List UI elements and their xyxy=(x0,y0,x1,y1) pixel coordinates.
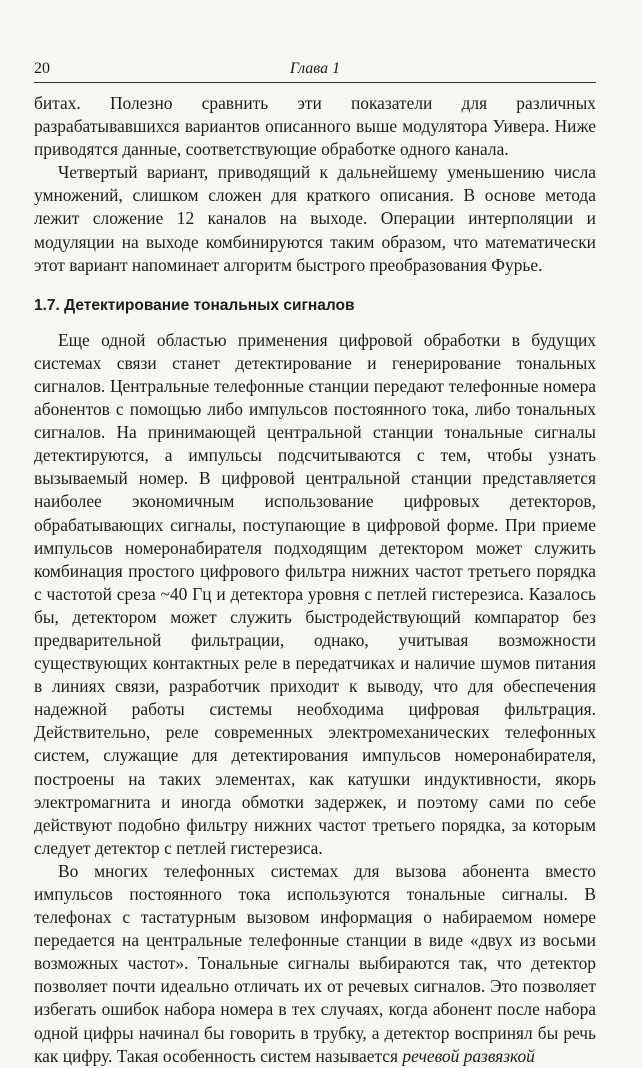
running-head: Глава 1 xyxy=(289,60,341,77)
section-paragraph-2 xyxy=(34,860,596,1068)
section-paragraph-2-emphasis: речевой развязкой xyxy=(402,1045,535,1066)
page-number: 20 xyxy=(34,60,50,77)
section-paragraph-1: Еще одной областью применения цифровой обработки в будущих системах связи станет детектирование и генерирование тональных сигналов. Центральные телефонные станции передают телефонные номера абонентов с помощью либо импульсов постоянного тока, либо тональных сигналов. На принимающей центральной станции тональные сигналы детектируются, а импульсы подсчитываются с тем, чтобы узнать вызываемый номер. В цифровой центральной станции представляется наиболее экономичным использование цифровых детекторов, обрабатывающих сигналы, поступающие в цифровой форме. При приеме импульсов номеронабирателя подходящим детектором может служить комбинация простого цифрового фильтра нижних частот третьего порядка с частотой среза ~40 Гц и детектора уровня с петлей гистерезиса. Казалось бы, детектором может служить быстродействующий компаратор без предварительной фильтрации, однако, учитывая возможности существующих контактных реле в передатчиках и наличие шумов питания в линиях связи, разработчик приходит к выводу, что для обеспечения надежной работы системы необходима цифровая фильтрация. Действительно, реле современных электромеханических телефонных систем, служащие для детектирования импульсов номеронабирателя, построены на таких элементах, как катушки индуктивности, якорь электромагнита и иногда обмотки задержек, и поэтому сами по себе действуют подобно фильтру нижних частот третьего порядка, за которым следует детектор с петлей гистерезиса. xyxy=(34,329,596,858)
page-body xyxy=(34,92,596,1068)
section-paragraph-2-text: Во многих телефонных системах для вызова абонента вместо импульсов постоянного тока используются тональные сигналы. В телефонах с тастатурным вызовом информация о набираемом номере передается на центральные телефонные станции в виде «двух из восьми возможных частот». Тональные сигналы выбираются так, что детектор позволяет почти идеально отличать их от речевых сигналов. Это позволяет избегать ошибок набора номера в тех случаях, когда абонент после набора одной цифры начинал бы говорить в трубку, а детектор воспринял бы речь как цифру. Такая особенность систем называется xyxy=(34,860,596,1066)
intro-paragraph-1: битах. Полезно сравнить эти показатели для различных разрабатывавшихся вариантов описанного выше модулятора Уивера. Ниже приводятся данные, соответствующие обработке одного канала. xyxy=(34,93,596,160)
intro-paragraph-2: Четвертый вариант, приводящий к дальнейшему уменьшению числа умножений, слишком сложен для краткого описания. В основе метода лежит сложение 12 каналов на выходе. Операции интерполяции и модуляции на выходе комбинируются таким образом, что математически этот вариант напоминает алгоритм быстрого преобразования Фурье. xyxy=(34,162,596,275)
section-heading: 1.7. Детектирование тональных сигналов xyxy=(34,296,355,314)
page-header xyxy=(34,60,596,83)
